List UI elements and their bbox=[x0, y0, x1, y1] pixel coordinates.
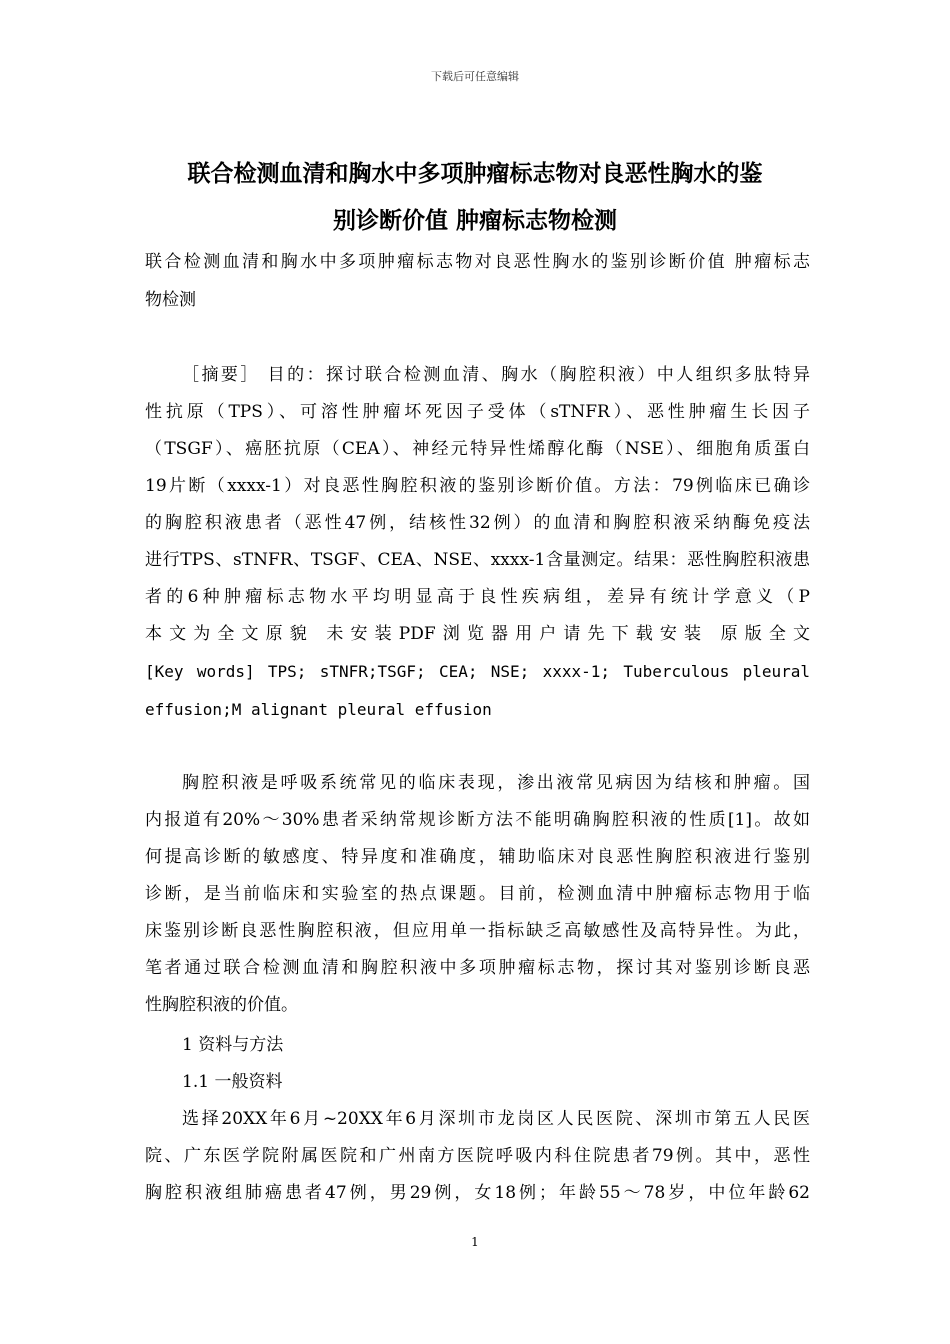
abstract-line: 者的6种肿瘤标志物水平均明显高于良性疾病组，差异有统计学意义（P bbox=[145, 587, 810, 607]
section-heading-1-1: 1.1 一般资料 bbox=[182, 1072, 283, 1092]
intro-line: 性胸腔积液的价值。 bbox=[145, 995, 298, 1015]
subtitle-line: 联合检测血清和胸水中多项肿瘤标志物对良恶性胸水的鉴别诊断价值 肿瘤标志 bbox=[145, 252, 810, 272]
methods-line: 选择20XX年6月~20XX年6月深圳市龙岗区人民医院、深圳市第五人民医 bbox=[182, 1109, 810, 1129]
intro-line: 床鉴别诊断良恶性胸腔积液，但应用单一指标缺乏高敏感性及高特异性。为此， bbox=[145, 921, 810, 941]
document-title-line-1: 联合检测血清和胸水中多项肿瘤标志物对良恶性胸水的鉴 bbox=[187, 161, 763, 187]
abstract-line: ［摘要］ 目的：探讨联合检测血清、胸水（胸腔积液）中人组织多肽特异 bbox=[182, 365, 810, 385]
section-heading-1: 1 资料与方法 bbox=[182, 1035, 284, 1055]
abstract-line: 本文为全文原貌 未安装PDF浏览器用户请先下载安装 原版全文 bbox=[145, 624, 810, 644]
keywords-line: [Key words] TPS; sTNFR;TSGF; CEA; NSE; xxxx-1; Tuberculous pleural bbox=[145, 662, 810, 681]
abstract-line: 的胸腔积液患者（恶性47例，结核性32例）的血清和胸腔积液采纳酶免疫法 bbox=[145, 513, 810, 533]
keywords-line: effusion;M alignant pleural effusion bbox=[145, 700, 492, 719]
page-number: 1 bbox=[471, 1235, 479, 1249]
abstract-line: 性抗原（TPS）、可溶性肿瘤坏死因子受体（sTNFR）、恶性肿瘤生长因子 bbox=[145, 402, 810, 422]
methods-line: 胸腔积液组肺癌患者47例，男29例，女18例；年龄55～78岁，中位年龄62 bbox=[145, 1183, 810, 1203]
intro-line: 诊断，是当前临床和实验室的热点课题。目前，检测血清中肿瘤标志物用于临 bbox=[145, 884, 810, 904]
intro-line: 内报道有20%～30%患者采纳常规诊断方法不能明确胸腔积液的性质[1]。故如 bbox=[145, 810, 810, 830]
abstract-line: （TSGF）、癌胚抗原（CEA）、神经元特异性烯醇化酶（NSE）、细胞角质蛋白 bbox=[145, 439, 810, 459]
document-title-line-2: 别诊断价值 肿瘤标志物检测 bbox=[332, 208, 617, 234]
header-note: 下载后可任意编辑 bbox=[431, 70, 519, 83]
intro-line: 胸腔积液是呼吸系统常见的临床表现，渗出液常见病因为结核和肿瘤。国 bbox=[182, 773, 810, 793]
intro-line: 何提高诊断的敏感度、特异度和准确度，辅助临床对良恶性胸腔积液进行鉴别 bbox=[145, 847, 810, 867]
methods-line: 院、广东医学院附属医院和广州南方医院呼吸内科住院患者79例。其中，恶性 bbox=[145, 1146, 810, 1166]
abstract-line: 进行TPS、sTNFR、TSGF、CEA、NSE、xxxx-1含量测定。结果：恶性胸腔积液患 bbox=[145, 550, 810, 570]
intro-line: 笔者通过联合检测血清和胸腔积液中多项肿瘤标志物，探讨其对鉴别诊断良恶 bbox=[145, 958, 810, 978]
abstract-line: 19片断（xxxx-1）对良恶性胸腔积液的鉴别诊断价值。方法：79例临床已确诊 bbox=[145, 476, 810, 496]
subtitle-line: 物检测 bbox=[145, 290, 196, 310]
